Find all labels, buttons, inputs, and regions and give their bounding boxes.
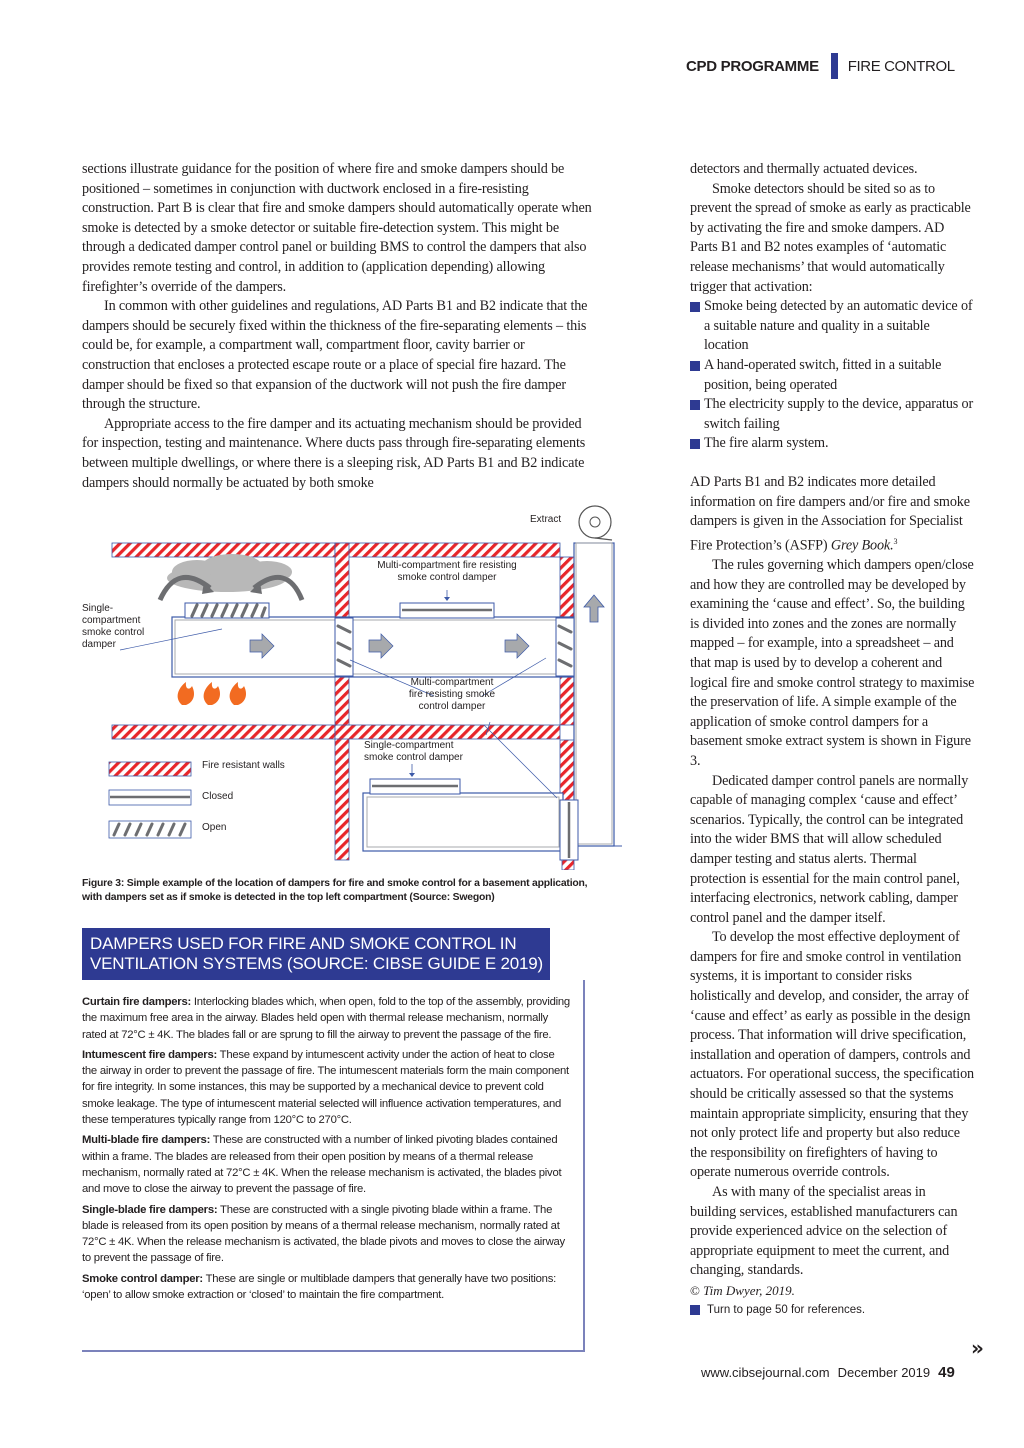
multi-compartment-middle-label: Multi-compartment fire resisting smoke control damper (408, 677, 496, 712)
damper-diagram (82, 500, 622, 870)
section-title: CPD PROGRAMME (686, 57, 819, 75)
paragraph: As with many of the specialist areas in building services, established manufacturers can provide experienced advice on the selection of appropriate equipment to meet the current, and changing, standards. (690, 1184, 958, 1279)
left-column-text (82, 160, 594, 493)
paragraph: sections illustrate guidance for the position of where fire and smoke dampers should be positioned – sometimes in conjunction with ductwork enclosed in a fire-resisting construction. Part B is clear that fire and smoke dampers should automatically operate when smoke is detected by a smoke detector or suitable fire-detection system. This might be through a dedicated damper control panel or building BMS to control the dampers that also provides remote testing and control, in addition to (application depending) allowing firefighter’s override of the dampers. (82, 161, 592, 295)
references-note: Turn to page 50 for references. (690, 1300, 975, 1320)
list-item: Smoke being detected by an automatic device of a suitable nature and quality in a suitable location (690, 297, 975, 356)
multi-compartment-top-label: Multi-compartment fire resisting smoke control damper (377, 560, 517, 583)
damper-definition: Intumescent fire dampers: These expand by intumescent activity under the action of heat to close the airway in order to prevent the passage of fire. The intumescent materials form the main component for fire integrity. In some instances, this may be supported by a mechanical device to prevent cold smoke leakage. The type of intumescent material selected will influence activation temperatures, and these temperatures typically range from 120°C to 270°C. (82, 1048, 569, 1127)
paragraph: Dedicated damper control panels are normally capable of managing complex ‘cause and effect’ scenarios. Typically, the control can be integrated into the wider BMS that will allow scheduled damper testing and status alerts. Thermal protection is essential for the main control panel, interfacing electronics, network cabling, damper control panel and the damper itself. (690, 772, 969, 926)
paragraph: In common with other guidelines and regulations, AD Parts B1 and B2 indicate that the dampers should be securely fixed within the thickness of the fire-separating elements – this could be, for example, a compartment wall, compartment floor, cavity barrier or construction that encloses a protected escape route or a place of special fire hazard. The damper should be fixed so that expansion of the ductwork will not push the fire damper through the structure. (82, 298, 588, 413)
damper-definition: Multi-blade fire dampers: These are constructed with a number of linked pivoting blades contained within a frame. The blades are released from their open position by means of a thermal release mechanism, normally rated at 72°C ± 4K. When the release mechanism is activated, the blades pivot and move to close the airway to prevent the passage of fire. (82, 1134, 562, 1196)
damper-definition: Single-blade fire dampers: These are constructed with a single pivoting blade within a frame. The blade is released from its open position by means of a thermal release mechanism, normally rated at 72°C ± 4K. When the release mechanism is activated, the blade pivots and moves to close the airway to prevent the passage of fire. (82, 1203, 565, 1265)
damper-definition: Curtain fire dampers: Interlocking blades which, when open, fold to the top of the assembly, providing the maximum free area in the airway. Blades held open with thermal release mechanism, normally rated at 72°C ± 4K. The blades fall or are sprung to fill the airway to prevent the passage of the fire. (82, 996, 570, 1041)
single-compartment-bottom-label: Single-compartment smoke control damper (364, 740, 463, 763)
legend-hatched-wall (109, 762, 191, 776)
paragraph: To develop the most effective deployment of dampers for fire and smoke control in ventilation systems, it is important to consider risks holistically and develop, and consider, the array of ‘cause and effect’ as early as possible in the design process. That information will drive specification, installation and operation of dampers, controls and actuators. For operational success, the specification should be critically assessed so that the systems maintain appropriate simplicity, ensuring that they not only protect life and property but also reduce the responsibility on firefighters of having to operate numerous override controls. (690, 929, 974, 1181)
bullet-square-icon (690, 1305, 700, 1315)
list-item: The electricity supply to the device, apparatus or switch failing (690, 395, 975, 434)
copyright-line: © Tim Dwyer, 2019. (690, 1282, 795, 1298)
figure-caption: Figure 3: Simple example of the location of dampers for fire and smoke control for a basement application, with dampers set as if smoke is detected in the top left compartment (Source: Swegon) (82, 878, 588, 903)
topic-title: FIRE CONTROL (847, 57, 955, 75)
legend-fire-resistant-walls: Fire resistant walls (202, 760, 285, 771)
website-url: www.cibsejournal.com (701, 1365, 830, 1380)
bullet-square-icon (690, 361, 700, 371)
page-number: 49 (938, 1364, 955, 1381)
damper-definition: Smoke control damper: These are single or multiblade dampers that generally have two positions: ‘open’ to allow smoke extraction or ‘closed’ to maintain the fire compartment. (82, 1272, 556, 1302)
legend-closed: Closed (202, 791, 234, 802)
list-item: A hand-operated switch, fitted in a suitable position, being operated (690, 356, 975, 395)
reference-superscript: 3 (893, 536, 898, 546)
extract-label: Extract (530, 514, 562, 525)
sidebar-box (82, 980, 585, 1352)
release-mechanism-list (690, 297, 975, 454)
bullet-square-icon (690, 302, 700, 312)
figure-3-diagram (82, 500, 622, 870)
list-item: The fire alarm system. (690, 434, 975, 454)
paragraph: Appropriate access to the fire damper and its actuating mechanism should be provided for inspection, testing and maintenance. Where ducts pass through fire-separating elements between multiple dwellings, or where there is a sleeping risk, AD Parts B1 and B2 indicate dampers should normally be actuated by both smoke (82, 415, 586, 491)
paragraph: detectors and thermally actuated devices. (690, 161, 918, 177)
paragraph: AD Parts B1 and B2 indicates more detailed information on fire dampers and/or fire and smoke dampers is given in the Association for Specialist Fire Protection’s (ASFP) Grey Book.$^3$ (690, 473, 970, 554)
running-header (686, 56, 955, 76)
single-compartment-damper-label: Single- compartment smoke control damper (82, 603, 145, 650)
issue-date: December 2019 (837, 1365, 931, 1380)
right-column-text (690, 160, 975, 1320)
legend-open: Open (202, 822, 227, 833)
continue-chevron-icon: » (971, 1336, 984, 1360)
bullet-square-icon (690, 439, 700, 449)
bullet-square-icon (690, 400, 700, 410)
header-divider-bar (831, 53, 838, 79)
paragraph: The rules governing which dampers open/close and how they are controlled may be developed by examining the ‘cause and effect’. So, the building is divided into zones and the zones are normally mapped – for example, into a spreadsheet – and that map is used by to develop a coherent and logical fire and smoke control strategy to maximise the preservation of life. A simple example of the application of smoke control dampers for a basement smoke extract system is shown in Figure 3. (690, 557, 975, 769)
page-footer (701, 1364, 955, 1381)
sidebar-box-title: DAMPERS USED FOR FIRE AND SMOKE CONTROL IN VENTILATION SYSTEMS (SOURCE: CIBSE GUIDE E 2019) (82, 928, 550, 980)
paragraph: Smoke detectors should be sited so as to prevent the spread of smoke as early as practicable by activating the fire and smoke dampers. AD Parts B1 and B2 notes examples of ‘automatic release mechanisms’ that would automatically trigger that activation: (690, 180, 971, 295)
